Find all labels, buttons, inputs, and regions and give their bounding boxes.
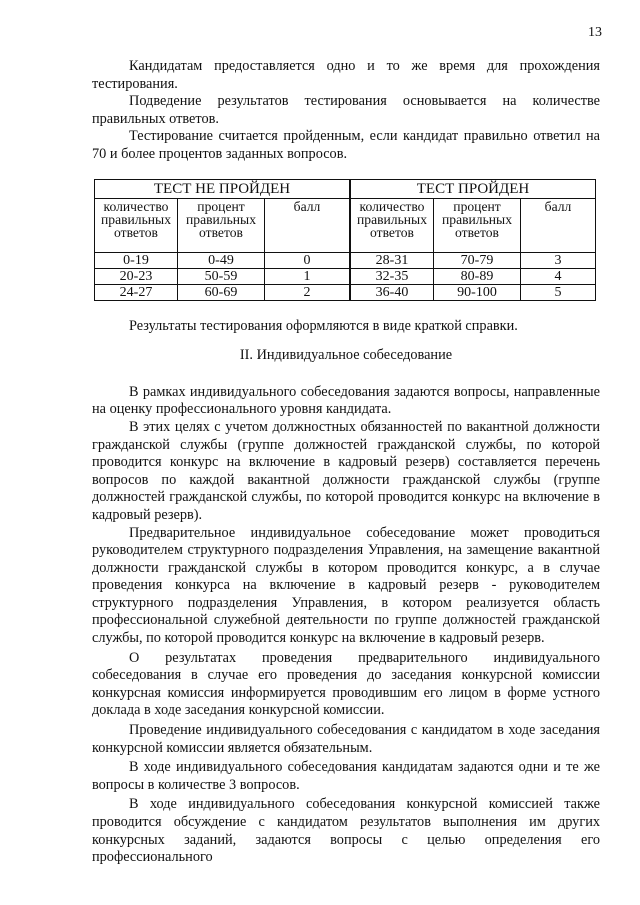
table-cell: 90-100 (434, 284, 521, 300)
table-cell: 50-59 (178, 268, 265, 284)
table-cell: 36-40 (350, 284, 434, 300)
table-row (95, 284, 596, 300)
table-cell: 0-19 (95, 252, 178, 268)
body-paragraph: В этих целях с учетом должностных обязанностей по вакантной должности гражданской службы (группе должностей гражданской службы, по которой проводится конкурс на включение в кадровый резерв) составляется перечень вопросов по каждой вакантной должности гражданской службы (группе должностей гражданской службы, по которой проводится конкурс на включение в кадровый резерв). (92, 418, 600, 523)
result-note: Результаты тестирования оформляются в виде краткой справки. (129, 317, 518, 334)
intro-paragraph: Тестирование считается пройденным, если кандидат правильно ответил на 70 и более процентов заданных вопросов. (92, 128, 600, 162)
body-paragraph: В ходе индивидуального собеседования конкурсной комиссией также проводится обсуждение с кандидатом результатов выполнения им других конкурсных заданий, задаются вопросы с целью определения его профессионального (92, 796, 600, 866)
table-cell: 4 (521, 268, 596, 284)
intro-paragraph: Кандидатам предоставляется одно и то же время для прохождения тестирования. (92, 58, 600, 92)
column-header: количество правильных ответов (350, 198, 434, 252)
body-paragraph: В ходе индивидуального собеседования кандидатам задаются одни и те же вопросы в количестве 3 вопросов. (92, 759, 600, 793)
column-header: процент правильных ответов (434, 198, 521, 252)
group-header-passed: ТЕСТ ПРОЙДЕН (350, 179, 596, 198)
column-header: процент правильных ответов (178, 198, 265, 252)
table-cell: 32-35 (350, 268, 434, 284)
table-cell: 20-23 (95, 268, 178, 284)
table-row (95, 268, 596, 284)
table-cell: 5 (521, 284, 596, 300)
body-paragraph: Проведение индивидуального собеседования с кандидатом в ходе заседания конкурсной комиссии является обязательным. (92, 722, 600, 756)
table-cell: 0 (265, 252, 351, 268)
group-header-failed: ТЕСТ НЕ ПРОЙДЕН (95, 179, 351, 198)
table-cell: 0-49 (178, 252, 265, 268)
body-paragraph: В рамках индивидуального собеседования задаются вопросы, направленные на оценку профессионального уровня кандидата. (92, 383, 600, 418)
table-row (95, 252, 596, 268)
table-cell: 60-69 (178, 284, 265, 300)
body-paragraph: Предварительное индивидуальное собеседование может проводиться руководителем структурного подразделения Управления, на замещение вакантной должности гражданской службы в котором проводится конкурс, а в случае проведения конкурса на включение в кадровый резерв - руководителем структурного подразделения Управления, в котором реализуется область профессиональной служебной деятельности по группе должностей гражданской службы, по которой проводится конкурс на включение в кадровый резерв. (92, 524, 600, 647)
column-header: балл (265, 198, 351, 252)
table-cell: 3 (521, 252, 596, 268)
column-header: количество правильных ответов (95, 198, 178, 252)
document-body (92, 58, 600, 867)
table-cell: 70-79 (434, 252, 521, 268)
table-cell: 24-27 (95, 284, 178, 300)
table-cell: 28-31 (350, 252, 434, 268)
section-heading: II. Индивидуальное собеседование (239, 347, 453, 364)
intro-paragraph: Подведение результатов тестирования основывается на количестве правильных ответов. (92, 93, 600, 127)
table-cell: 80-89 (434, 268, 521, 284)
column-header: балл (521, 198, 596, 252)
table-cell: 1 (265, 268, 351, 284)
body-paragraph: О результатах проведения предварительного индивидуального собеседования в случае его проведения до заседания конкурсной комиссии конкурсная комиссия информируется проводившим его лицом в форме устного доклада в ходе заседания конкурсной комиссии. (92, 649, 600, 719)
page-number: 13 (588, 25, 602, 40)
test-results-table (94, 179, 596, 301)
table-cell: 2 (265, 284, 351, 300)
